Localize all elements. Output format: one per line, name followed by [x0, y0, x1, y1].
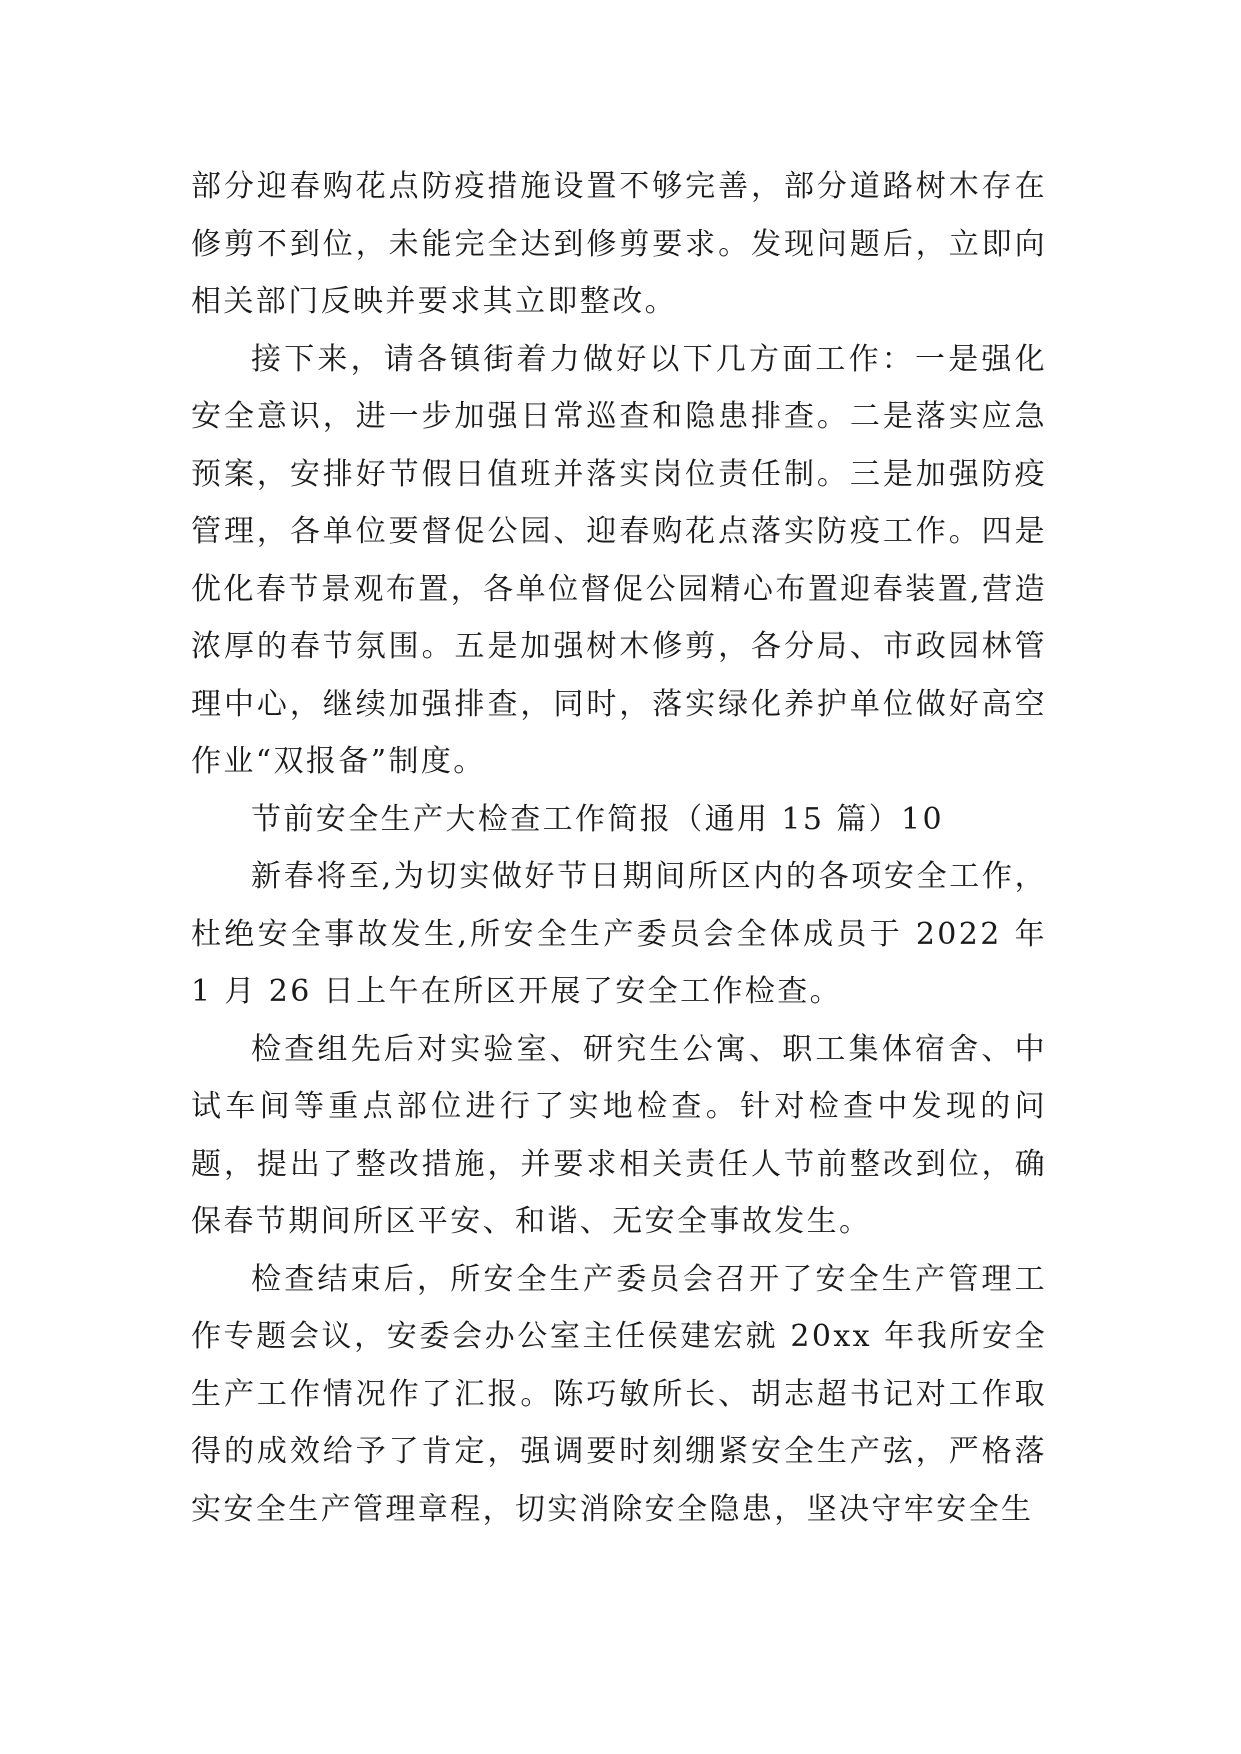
- paragraph-meeting-summary: 检查结束后，所安全生产委员会召开了安全生产管理工作专题会议，安委会办公室主任侯建宏就 20xx 年我所安全生产工作情况作了汇报。陈巧敏所长、胡志超书记对工作取得的成效给予了肯定，强调要时刻绷紧安全生产弦，严格落实安全生产管理章程，切实消除安全隐患，坚决守牢安全生: [191, 1261, 1047, 1527]
- paragraph-inspection-details: 检查组先后对实验室、研究生公寓、职工集体宿舍、中试车间等重点部位进行了实地检查。针对检查中发现的问题，提出了整改措施，并要求相关责任人节前整改到位，确保春节期间所区平安、和谐、无安全事故发生。: [191, 1031, 1047, 1239]
- paragraph-continued: 部分迎春购花点防疫措施设置不够完善，部分道路树木存在修剪不到位，未能完全达到修剪要求。发现问题后，立即向相关部门反映并要求其立即整改。: [191, 169, 1047, 319]
- document-page: [191, 158, 1047, 1538]
- paragraph-work-requirements: 接下来，请各镇街着力做好以下几方面工作：一是强化安全意识，进一步加强日常巡查和隐患排查。二是落实应急预案，安排好节假日值班并落实岗位责任制。三是加强防疫管理，各单位要督促公园、迎春购花点落实防疫工作。四是优化春节景观布置，各单位督促公园精心布置迎春装置,营造浓厚的春节氛围。五是加强树木修剪，各分局、市政园林管理中心，继续加强排查，同时，落实绿化养护单位做好高空作业“双报备”制度。: [191, 341, 1047, 779]
- paragraph-inspection-intro: 新春将至,为切实做好节日期间所区内的各项安全工作，杜绝安全事故发生,所安全生产委员会全体成员于 2022 年 1 月 26 日上午在所区开展了安全工作检查。: [191, 859, 1047, 1009]
- section-heading: 节前安全生产大检查工作简报（通用 15 篇）10: [251, 801, 945, 837]
